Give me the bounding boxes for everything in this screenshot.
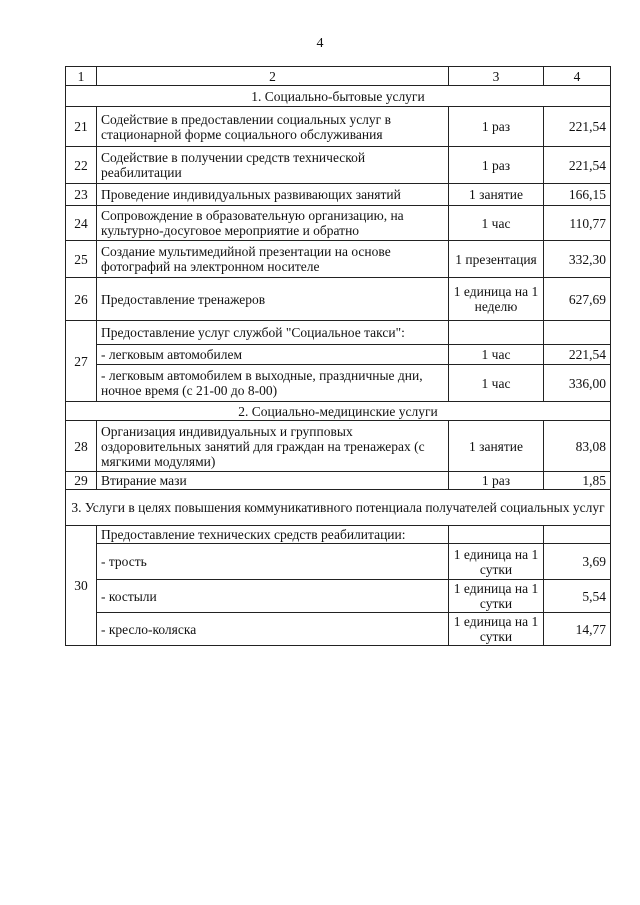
service-unit: 1 час	[449, 345, 544, 365]
service-group-name: Предоставление услуг службой "Социальное такси":	[97, 321, 449, 345]
row-number: 22	[66, 147, 97, 184]
service-name: - костыли	[97, 580, 449, 613]
service-price: 5,54	[544, 580, 611, 613]
empty-cell	[449, 321, 544, 345]
row-number: 28	[66, 421, 97, 472]
table-row	[66, 107, 611, 147]
service-unit: 1 единица на 1 сутки	[449, 544, 544, 580]
service-price: 3,69	[544, 544, 611, 580]
row-number: 30	[66, 526, 97, 646]
service-name: Втирание мази	[97, 472, 449, 490]
services-price-table	[65, 66, 611, 646]
table-row	[66, 241, 611, 278]
section-title-social-domestic: 1. Социально-бытовые услуги	[66, 86, 611, 107]
section-row	[66, 86, 611, 107]
table-header-row	[66, 67, 611, 86]
service-unit: 1 презентация	[449, 241, 544, 278]
table-row	[66, 421, 611, 472]
table-row	[66, 321, 611, 345]
table-row	[66, 147, 611, 184]
header-col-2: 2	[97, 67, 449, 86]
empty-cell	[544, 321, 611, 345]
service-price: 332,30	[544, 241, 611, 278]
service-price: 627,69	[544, 278, 611, 321]
header-col-1: 1	[66, 67, 97, 86]
service-price: 1,85	[544, 472, 611, 490]
page-number: 4	[316, 36, 324, 51]
service-price: 166,15	[544, 184, 611, 206]
table-row	[66, 278, 611, 321]
table-row	[66, 206, 611, 241]
section-row	[66, 490, 611, 526]
row-number: 25	[66, 241, 97, 278]
service-price: 14,77	[544, 613, 611, 646]
table-row	[66, 544, 611, 580]
service-unit: 1 час	[449, 206, 544, 241]
header-col-4: 4	[544, 67, 611, 86]
table-row	[66, 184, 611, 206]
service-unit: 1 час	[449, 365, 544, 402]
service-unit: 1 единица на 1 сутки	[449, 613, 544, 646]
service-price: 83,08	[544, 421, 611, 472]
table-row	[66, 472, 611, 490]
service-unit: 1 единица на 1 неделю	[449, 278, 544, 321]
service-name: Организация индивидуальных и групповых оздоровительных занятий для граждан на тренажерах (с мягкими модулями)	[97, 421, 449, 472]
service-unit: 1 занятие	[449, 421, 544, 472]
table-row	[66, 365, 611, 402]
section-row	[66, 402, 611, 421]
service-group-name: Предоставление технических средств реабилитации:	[97, 526, 449, 544]
service-price: 221,54	[544, 107, 611, 147]
empty-cell	[544, 526, 611, 544]
service-unit: 1 раз	[449, 107, 544, 147]
table-row	[66, 526, 611, 544]
row-number: 26	[66, 278, 97, 321]
service-name: Содействие в получении средств технической реабилитации	[97, 147, 449, 184]
row-number: 24	[66, 206, 97, 241]
table-row	[66, 613, 611, 646]
section-title-communicative: 3. Услуги в целях повышения коммуникативного потенциала получателей социальных услуг	[66, 490, 611, 526]
row-number: 21	[66, 107, 97, 147]
table-row	[66, 580, 611, 613]
service-price: 336,00	[544, 365, 611, 402]
service-price: 221,54	[544, 147, 611, 184]
service-unit: 1 единица на 1 сутки	[449, 580, 544, 613]
service-name: Сопровождение в образовательную организацию, на культурно-досуговое мероприятие и обратно	[97, 206, 449, 241]
service-unit: 1 раз	[449, 147, 544, 184]
service-unit: 1 занятие	[449, 184, 544, 206]
row-number: 29	[66, 472, 97, 490]
service-name: - легковым автомобилем в выходные, праздничные дни, ночное время (с 21-00 до 8-00)	[97, 365, 449, 402]
service-unit: 1 раз	[449, 472, 544, 490]
service-name: - легковым автомобилем	[97, 345, 449, 365]
service-name: - кресло-коляска	[97, 613, 449, 646]
row-number: 27	[66, 321, 97, 402]
service-price: 110,77	[544, 206, 611, 241]
service-name: Содействие в предоставлении социальных услуг в стационарной форме социального обслуживания	[97, 107, 449, 147]
service-price: 221,54	[544, 345, 611, 365]
service-name: Предоставление тренажеров	[97, 278, 449, 321]
service-name: - трость	[97, 544, 449, 580]
section-title-social-medical: 2. Социально-медицинские услуги	[66, 402, 611, 421]
service-name: Создание мультимедийной презентации на основе фотографий на электронном носителе	[97, 241, 449, 278]
table-row	[66, 345, 611, 365]
header-col-3: 3	[449, 67, 544, 86]
empty-cell	[449, 526, 544, 544]
service-name: Проведение индивидуальных развивающих занятий	[97, 184, 449, 206]
row-number: 23	[66, 184, 97, 206]
